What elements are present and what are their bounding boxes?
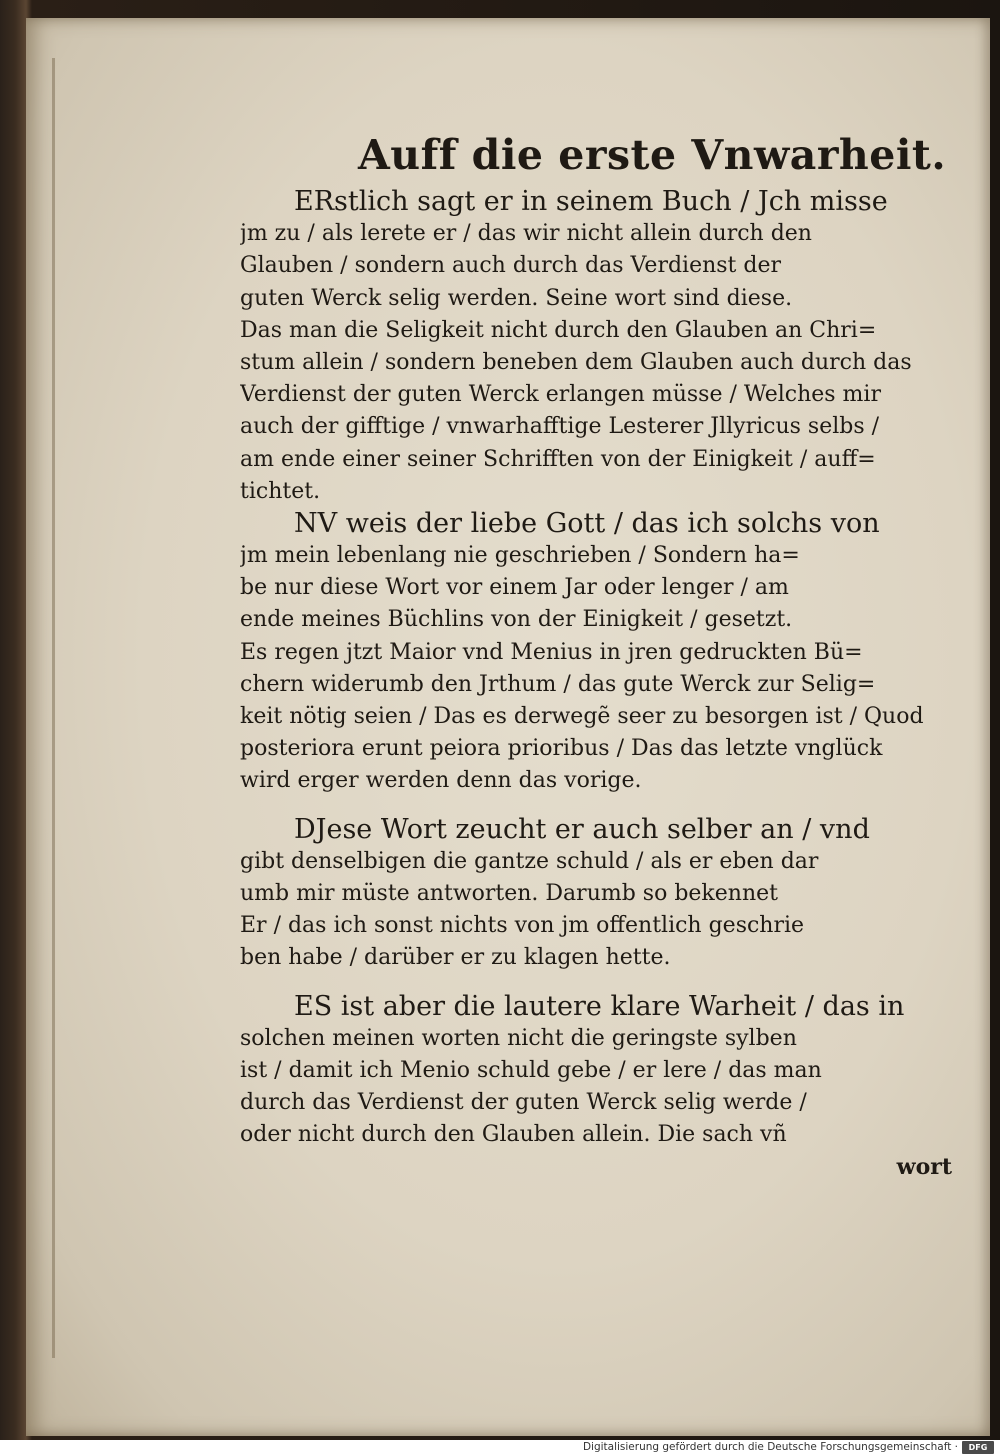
- text-line: posteriora erunt peiora prioribus / Das das letzte vnglück: [240, 736, 883, 762]
- text-line: tichtet.: [240, 478, 321, 504]
- text-line: ERstlich sagt er in seinem Buch / Jch misse: [294, 186, 888, 217]
- text-line: stum allein / sondern beneben dem Glauben auch durch das: [240, 349, 912, 375]
- text-line: umb mir müste antworten. Darumb so bekennet: [240, 880, 778, 906]
- text-line: wird erger werden denn das vorige.: [240, 768, 642, 794]
- text-lines: [240, 186, 952, 1151]
- text-line: jm zu / als lerete er / das wir nicht allein durch den: [240, 221, 812, 247]
- text-line: Glauben / sondern auch durch das Verdienst der: [240, 253, 782, 279]
- text-line: jm mein lebenlang nie geschrieben / Sondern ha=: [240, 543, 800, 569]
- text-line: gibt denselbigen die gantze schuld / als er eben dar: [240, 848, 819, 874]
- text-line: solchen meinen worten nicht die geringste sylben: [240, 1025, 797, 1051]
- page-heading: Auff die erste Vnwarheit.: [358, 131, 947, 179]
- text-line: ist / damit ich Menio schuld gebe / er lere / das man: [240, 1057, 822, 1083]
- text-line: Es regen jtzt Maior vnd Menius in jren gedruckten Bü=: [240, 639, 863, 665]
- paragraph-gap: [240, 975, 952, 991]
- text-line: NV weis der liebe Gott / das ich solchs von: [294, 507, 880, 539]
- text-line: auch der gifftige / vnwarhafftige Lesterer Jllyricus selbs /: [240, 414, 880, 440]
- paragraph-gap: [240, 798, 952, 814]
- text-line: oder nicht durch den Glauben allein. Die sach vñ: [240, 1122, 787, 1148]
- text-line: ES ist aber die lautere klare Warheit / das in: [294, 990, 905, 1022]
- text-line: guten Werck selig werden. Seine wort sind diese.: [240, 285, 793, 311]
- dfg-logo: DFG: [962, 1441, 994, 1454]
- text-line: chern widerumb den Jrthum / das gute Werck zur Selig=: [240, 671, 876, 697]
- page-text-block: [240, 130, 952, 1184]
- text-line: Er / das ich sonst nichts von jm offentlich geschrie: [240, 913, 805, 939]
- text-line: be nur diese Wort vor einem Jar oder lenger / am: [240, 575, 789, 601]
- text-line: ben habe / darüber er zu klagen hette.: [240, 945, 671, 971]
- text-line: DJese Wort zeucht er auch selber an / vnd: [294, 813, 870, 845]
- text-line: Verdienst der guten Werck erlangen müsse / Welches mir: [240, 382, 881, 408]
- footer-credit: Digitalisierung gefördert durch die Deutsche Forschungsgemeinschaft ·: [582, 1441, 958, 1453]
- text-line: keit nötig seien / Das es derwegẽ seer zu besorgen ist / Quod: [240, 704, 924, 729]
- gutter-edge: [52, 58, 55, 1358]
- text-line: durch das Verdienst der guten Werck selig werde /: [240, 1090, 807, 1116]
- text-line: am ende einer seiner Schrifften von der Einigkeit / auff=: [240, 446, 876, 472]
- catchword: wort: [896, 1154, 952, 1181]
- text-line: Das man die Seligkeit nicht durch den Glauben an Chri=: [240, 317, 877, 343]
- text-line: ende meines Büchlins von der Einigkeit / gesetzt.: [240, 607, 793, 633]
